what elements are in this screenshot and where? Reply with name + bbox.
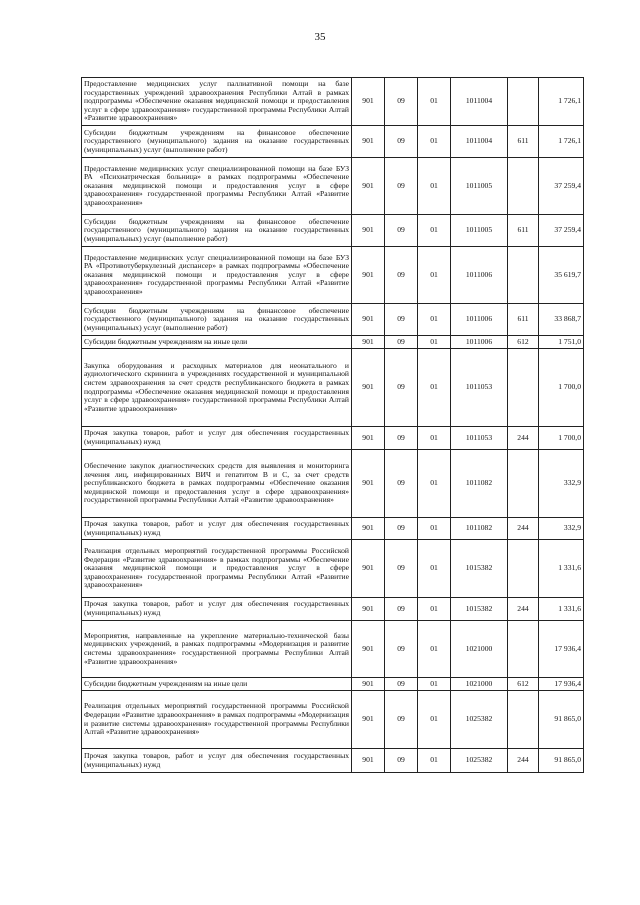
row-description: Обеспечение закупок диагностических средств для выявления и мониторинга лечения лиц, инфицированных ВИЧ и гепатитом В и С, за счет средств республиканского бюджета в рамках подпрограммы «Обеспечение оказания медицинской помощи и предоставления услуг в сфере здравоохранения» государственной программы Республики Алтай «Развитие здравоохранения» [82, 450, 352, 518]
cell-ved: 901 [352, 336, 385, 349]
cell-csr: 1011005 [451, 158, 508, 215]
table-row [82, 749, 584, 773]
table-row [82, 621, 584, 678]
cell-pr: 01 [418, 126, 451, 158]
cell-vr [508, 621, 539, 678]
cell-csr: 1011005 [451, 215, 508, 247]
table-row [82, 304, 584, 336]
cell-pr: 01 [418, 749, 451, 773]
row-description: Субсидии бюджетным учреждениям на финансовое обеспечение государственного (муниципального) задания на оказание государственных (муниципальных) услуг (выполнение работ) [82, 304, 352, 336]
table-row [82, 247, 584, 304]
cell-csr: 1025382 [451, 749, 508, 773]
cell-ved: 901 [352, 126, 385, 158]
table-row [82, 427, 584, 450]
cell-pr: 01 [418, 427, 451, 450]
cell-rz: 09 [385, 126, 418, 158]
cell-rz: 09 [385, 749, 418, 773]
cell-rz: 09 [385, 691, 418, 749]
cell-vr [508, 158, 539, 215]
cell-pr: 01 [418, 540, 451, 598]
cell-vr [508, 540, 539, 598]
row-description: Субсидии бюджетным учреждениям на иные цели [82, 678, 352, 691]
cell-csr: 1015382 [451, 540, 508, 598]
row-description: Прочая закупка товаров, работ и услуг для обеспечения государственных (муниципальных) нужд [82, 598, 352, 621]
row-description: Прочая закупка товаров, работ и услуг для обеспечения государственных (муниципальных) нужд [82, 518, 352, 540]
cell-csr: 1011006 [451, 247, 508, 304]
cell-sum: 332,9 [539, 518, 584, 540]
cell-pr: 01 [418, 621, 451, 678]
cell-rz: 09 [385, 427, 418, 450]
cell-csr: 1011082 [451, 518, 508, 540]
cell-ved: 901 [352, 78, 385, 126]
cell-csr: 1011082 [451, 450, 508, 518]
cell-pr: 01 [418, 691, 451, 749]
cell-vr: 612 [508, 678, 539, 691]
cell-sum: 332,9 [539, 450, 584, 518]
row-description: Закупка оборудования и расходных материалов для неонатального и аудиологического скрининга в учреждениях государственной и муниципальной систем здравоохранения за счет средств республиканского бюджета в рамках подпрограммы «Обеспечение оказания медицинской помощи и предоставления услуг в сфере здравоохранения» государственной программы Республики Алтай «Развитие здравоохранения» [82, 349, 352, 427]
cell-pr: 01 [418, 336, 451, 349]
cell-ved: 901 [352, 427, 385, 450]
cell-pr: 01 [418, 518, 451, 540]
table-row [82, 126, 584, 158]
cell-ved: 901 [352, 247, 385, 304]
table-row [82, 518, 584, 540]
cell-csr: 1011053 [451, 349, 508, 427]
cell-ved: 901 [352, 749, 385, 773]
cell-sum: 1 751,0 [539, 336, 584, 349]
row-description: Субсидии бюджетным учреждениям на финансовое обеспечение государственного (муниципального) задания на оказание государственных (муниципальных) услуг (выполнение работ) [82, 126, 352, 158]
cell-sum: 37 259,4 [539, 215, 584, 247]
cell-pr: 01 [418, 349, 451, 427]
cell-rz: 09 [385, 678, 418, 691]
row-description: Прочая закупка товаров, работ и услуг для обеспечения государственных (муниципальных) нужд [82, 749, 352, 773]
table-row [82, 158, 584, 215]
cell-ved: 901 [352, 540, 385, 598]
table-row [82, 678, 584, 691]
cell-csr: 1011053 [451, 427, 508, 450]
row-description: Субсидии бюджетным учреждениям на финансовое обеспечение государственного (муниципального) задания на оказание государственных (муниципальных) услуг (выполнение работ) [82, 215, 352, 247]
cell-sum: 1 700,0 [539, 349, 584, 427]
page-number: 35 [314, 31, 326, 43]
cell-ved: 901 [352, 158, 385, 215]
cell-ved: 901 [352, 598, 385, 621]
cell-rz: 09 [385, 621, 418, 678]
cell-pr: 01 [418, 678, 451, 691]
row-description: Реализация отдельных мероприятий государственной программы Российской Федерации «Развитие здравоохранения» в рамках подпрограммы «Модернизация и развитие системы здравоохранения» государственной программы Республики Алтай «Развитие здравоохранения» [82, 691, 352, 749]
cell-csr: 1011004 [451, 126, 508, 158]
cell-ved: 901 [352, 304, 385, 336]
cell-pr: 01 [418, 450, 451, 518]
cell-vr [508, 78, 539, 126]
cell-sum: 35 619,7 [539, 247, 584, 304]
cell-rz: 09 [385, 450, 418, 518]
cell-vr: 244 [508, 749, 539, 773]
cell-sum: 33 868,7 [539, 304, 584, 336]
cell-sum: 37 259,4 [539, 158, 584, 215]
row-description: Предоставление медицинских услуг специализированной помощи на базе БУЗ РА «Противотуберкулезный диспансер» в рамках подпрограммы «Обеспечение оказания медицинской помощи и предоставления услуг в сфере здравоохранения» государственной программы Республики Алтай «Развитие здравоохранения» [82, 247, 352, 304]
row-description: Предоставление медицинских услуг паллиативной помощи на базе государственных учреждений здравоохранения Республики Алтай в рамках подпрограммы «Обеспечение оказания медицинской помощи и предоставления услуг в сфере здравоохранения» государственной программы Республики Алтай «Развитие здравоохранения» [82, 78, 352, 126]
cell-pr: 01 [418, 247, 451, 304]
cell-rz: 09 [385, 598, 418, 621]
table-row [82, 78, 584, 126]
cell-vr: 611 [508, 126, 539, 158]
table-row [82, 540, 584, 598]
cell-pr: 01 [418, 598, 451, 621]
cell-sum: 17 936,4 [539, 678, 584, 691]
row-description: Субсидии бюджетным учреждениям на иные цели [82, 336, 352, 349]
table-row [82, 598, 584, 621]
cell-ved: 901 [352, 215, 385, 247]
cell-vr: 244 [508, 427, 539, 450]
row-description: Мероприятия, направленные на укрепление материально-технической базы медицинских учреждений, в рамках подпрограммы «Модернизация и развитие системы здравоохранения» государственной программы Республики Алтай «Развитие здравоохранения» [82, 621, 352, 678]
cell-sum: 1 331,6 [539, 598, 584, 621]
cell-csr: 1011004 [451, 78, 508, 126]
cell-rz: 09 [385, 215, 418, 247]
cell-rz: 09 [385, 336, 418, 349]
cell-csr: 1021000 [451, 678, 508, 691]
cell-rz: 09 [385, 158, 418, 215]
cell-sum: 1 726,1 [539, 126, 584, 158]
cell-sum: 1 726,1 [539, 78, 584, 126]
cell-rz: 09 [385, 540, 418, 598]
cell-vr: 244 [508, 518, 539, 540]
budget-table [81, 77, 584, 773]
cell-rz: 09 [385, 78, 418, 126]
cell-pr: 01 [418, 78, 451, 126]
cell-ved: 901 [352, 349, 385, 427]
table-body [82, 78, 584, 773]
table-row [82, 215, 584, 247]
cell-ved: 901 [352, 450, 385, 518]
cell-sum: 1 700,0 [539, 427, 584, 450]
table-row [82, 336, 584, 349]
cell-vr: 612 [508, 336, 539, 349]
cell-pr: 01 [418, 304, 451, 336]
cell-sum: 91 865,0 [539, 691, 584, 749]
cell-ved: 901 [352, 678, 385, 691]
cell-sum: 1 331,6 [539, 540, 584, 598]
cell-vr [508, 450, 539, 518]
cell-sum: 17 936,4 [539, 621, 584, 678]
cell-vr [508, 691, 539, 749]
row-description: Прочая закупка товаров, работ и услуг для обеспечения государственных (муниципальных) нужд [82, 427, 352, 450]
cell-rz: 09 [385, 518, 418, 540]
cell-vr: 244 [508, 598, 539, 621]
cell-ved: 901 [352, 518, 385, 540]
cell-csr: 1021000 [451, 621, 508, 678]
cell-sum: 91 865,0 [539, 749, 584, 773]
cell-rz: 09 [385, 349, 418, 427]
cell-vr [508, 349, 539, 427]
cell-csr: 1025382 [451, 691, 508, 749]
cell-vr [508, 247, 539, 304]
cell-ved: 901 [352, 621, 385, 678]
cell-pr: 01 [418, 158, 451, 215]
cell-csr: 1011006 [451, 304, 508, 336]
table-row [82, 349, 584, 427]
row-description: Предоставление медицинских услуг специализированной помощи на базе БУЗ РА «Психиатрическая больница» в рамках подпрограммы «Обеспечение оказания медицинской помощи и предоставления услуг в сфере здравоохранения» государственной программы Республики Алтай «Развитие здравоохранения» [82, 158, 352, 215]
cell-vr: 611 [508, 215, 539, 247]
cell-csr: 1015382 [451, 598, 508, 621]
table-row [82, 450, 584, 518]
cell-rz: 09 [385, 247, 418, 304]
cell-csr: 1011006 [451, 336, 508, 349]
cell-rz: 09 [385, 304, 418, 336]
cell-pr: 01 [418, 215, 451, 247]
table-row [82, 691, 584, 749]
cell-ved: 901 [352, 691, 385, 749]
row-description: Реализация отдельных мероприятий государственной программы Российской Федерации «Развитие здравоохранения» в рамках подпрограммы «Обеспечение оказания медицинской помощи и предоставления услуг в сфере здравоохранения» государственной программы Республики Алтай «Развитие здравоохранения» [82, 540, 352, 598]
cell-vr: 611 [508, 304, 539, 336]
